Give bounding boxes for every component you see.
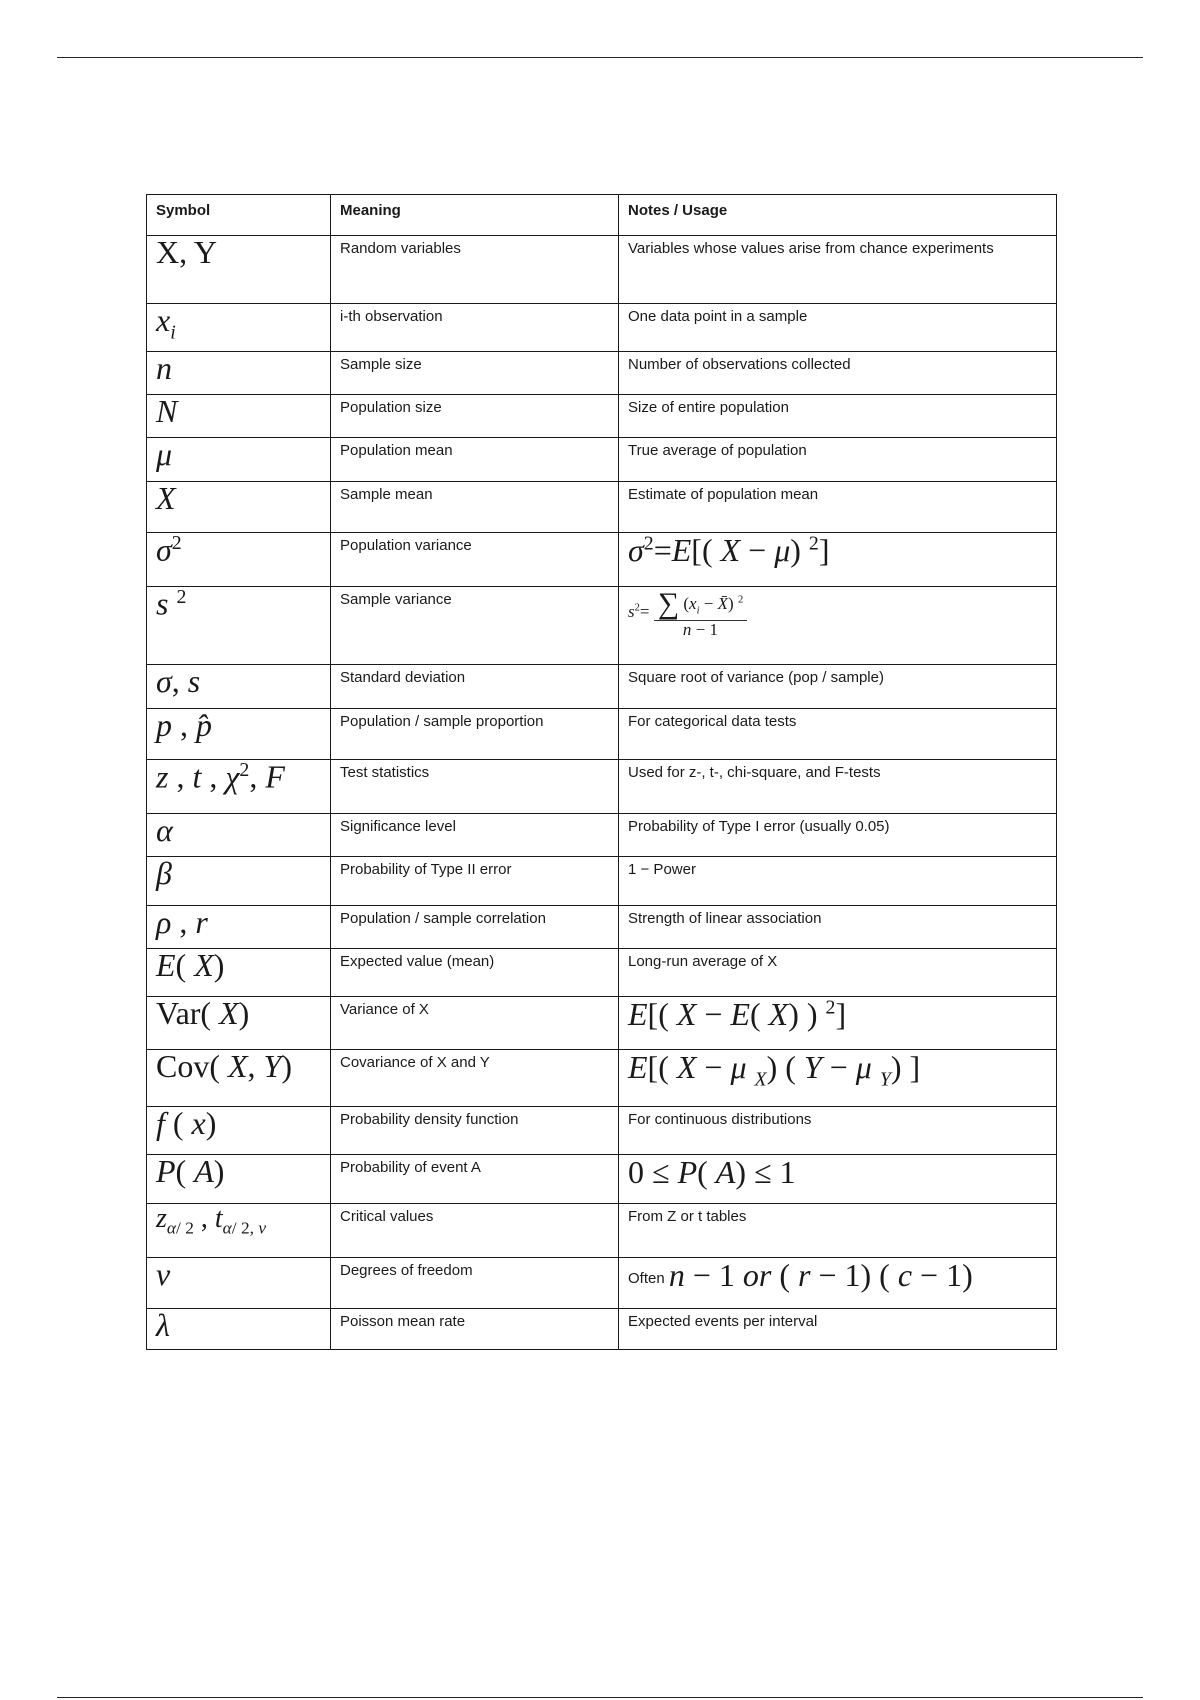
notes-cell bbox=[619, 533, 1057, 587]
symbol-cell: E( X) bbox=[147, 949, 331, 997]
table-row bbox=[147, 1050, 1057, 1107]
notes-cell: Size of entire population bbox=[619, 395, 1057, 438]
table-row bbox=[147, 709, 1057, 760]
notes-cell: Used for z-, t-, chi-square, and F-tests bbox=[619, 760, 1057, 814]
notes-cell: Expected events per interval bbox=[619, 1309, 1057, 1350]
table-row bbox=[147, 438, 1057, 482]
meaning-cell: Test statistics bbox=[331, 760, 619, 814]
symbol-cell: σ, s bbox=[147, 665, 331, 709]
notes-cell: One data point in a sample bbox=[619, 304, 1057, 352]
meaning-cell: Poisson mean rate bbox=[331, 1309, 619, 1350]
notes-prefix: Often bbox=[628, 1270, 665, 1287]
meaning-cell: Random variables bbox=[331, 236, 619, 304]
symbol-cell: z , t , $\chi^2$, F bbox=[147, 760, 331, 814]
population-variance-formula: $\sigma^2=E$[( X − μ) $^2$] bbox=[628, 532, 830, 568]
symbol-cell: $x_i$ bbox=[147, 304, 331, 352]
notes-cell: 1 − Power bbox=[619, 857, 1057, 906]
symbol-cell: α bbox=[147, 814, 331, 857]
header-rule bbox=[57, 57, 1143, 58]
symbol-cell: Cov( X, Y) bbox=[147, 1050, 331, 1107]
notes-cell bbox=[619, 1050, 1057, 1107]
variance-formula: E[( X − E( X) ) $^2$] bbox=[628, 996, 847, 1032]
symbol-cell: n bbox=[147, 352, 331, 395]
meaning-cell: Population / sample proportion bbox=[331, 709, 619, 760]
notes-cell: Strength of linear association bbox=[619, 906, 1057, 949]
symbol-cell: X bbox=[147, 482, 331, 533]
meaning-cell: Significance level bbox=[331, 814, 619, 857]
table-row bbox=[147, 1107, 1057, 1155]
meaning-cell: Degrees of freedom bbox=[331, 1258, 619, 1309]
table-header-row bbox=[147, 195, 1057, 236]
meaning-cell: Population mean bbox=[331, 438, 619, 482]
notes-cell bbox=[619, 1258, 1057, 1309]
symbols-table bbox=[146, 194, 1057, 1350]
meaning-cell: Population variance bbox=[331, 533, 619, 587]
meaning-cell: Sample size bbox=[331, 352, 619, 395]
table-row bbox=[147, 949, 1057, 997]
table-row bbox=[147, 814, 1057, 857]
meaning-cell: Probability of Type II error bbox=[331, 857, 619, 906]
symbol-cell: N bbox=[147, 395, 331, 438]
symbol-cell: s $^2$ bbox=[147, 587, 331, 665]
notes-cell: Number of observations collected bbox=[619, 352, 1057, 395]
notes-cell: Probability of Type I error (usually 0.05) bbox=[619, 814, 1057, 857]
table-row bbox=[147, 304, 1057, 352]
table-row bbox=[147, 395, 1057, 438]
table-row bbox=[147, 533, 1057, 587]
symbol-cell: Var( X) bbox=[147, 997, 331, 1050]
meaning-cell: Sample variance bbox=[331, 587, 619, 665]
notes-cell: Estimate of population mean bbox=[619, 482, 1057, 533]
symbol-cell: P( A) bbox=[147, 1155, 331, 1204]
meaning-cell: Covariance of X and Y bbox=[331, 1050, 619, 1107]
table-row bbox=[147, 587, 1057, 665]
symbol-cell: β bbox=[147, 857, 331, 906]
table-row bbox=[147, 482, 1057, 533]
symbol-cell: p , p̂ bbox=[147, 709, 331, 760]
symbol-cell: $\sigma^2$ bbox=[147, 533, 331, 587]
notes-cell bbox=[619, 587, 1057, 665]
symbol-cell: X, Y bbox=[147, 236, 331, 304]
notes-cell: For categorical data tests bbox=[619, 709, 1057, 760]
notes-cell bbox=[619, 997, 1057, 1050]
notes-cell bbox=[619, 1155, 1057, 1204]
table-row bbox=[147, 906, 1057, 949]
symbol-cell: ρ , r bbox=[147, 906, 331, 949]
table-row bbox=[147, 1155, 1057, 1204]
header-symbol: Symbol bbox=[147, 195, 331, 236]
notes-cell: Long-run average of X bbox=[619, 949, 1057, 997]
meaning-cell: Sample mean bbox=[331, 482, 619, 533]
table-row bbox=[147, 857, 1057, 906]
covariance-formula: E[( X − μ $_X$) ( Y − μ $_Y$) ] bbox=[628, 1049, 921, 1091]
footer-rule bbox=[57, 1697, 1143, 1698]
table-row bbox=[147, 1309, 1057, 1350]
symbol-cell: μ bbox=[147, 438, 331, 482]
table-row bbox=[147, 997, 1057, 1050]
notes-cell: Variables whose values arise from chance experiments bbox=[619, 236, 1057, 304]
probability-bounds-formula: 0 ≤ P( A) ≤ 1 bbox=[628, 1154, 796, 1190]
meaning-cell: Critical values bbox=[331, 1204, 619, 1258]
meaning-cell: Standard deviation bbox=[331, 665, 619, 709]
meaning-cell: Probability density function bbox=[331, 1107, 619, 1155]
notes-cell: True average of population bbox=[619, 438, 1057, 482]
notes-cell: For continuous distributions bbox=[619, 1107, 1057, 1155]
sample-variance-formula: $s^2=$ $\frac{\sum (x_i - X̄) ^2}{n - 1}$ bbox=[628, 602, 747, 621]
table-row bbox=[147, 665, 1057, 709]
meaning-cell: i-th observation bbox=[331, 304, 619, 352]
header-notes: Notes / Usage bbox=[619, 195, 1057, 236]
meaning-cell: Probability of event A bbox=[331, 1155, 619, 1204]
table-row bbox=[147, 760, 1057, 814]
degrees-of-freedom-formula: n − 1 or ( r − 1) ( c − 1) bbox=[668, 1257, 973, 1293]
table-row bbox=[147, 352, 1057, 395]
symbol-cell: λ bbox=[147, 1309, 331, 1350]
symbol-cell: f ( x) bbox=[147, 1107, 331, 1155]
table-row bbox=[147, 1204, 1057, 1258]
table-row bbox=[147, 1258, 1057, 1309]
meaning-cell: Population / sample correlation bbox=[331, 906, 619, 949]
meaning-cell: Population size bbox=[331, 395, 619, 438]
table-row bbox=[147, 236, 1057, 304]
meaning-cell: Expected value (mean) bbox=[331, 949, 619, 997]
symbol-cell: ν bbox=[147, 1258, 331, 1309]
header-meaning: Meaning bbox=[331, 195, 619, 236]
notes-cell: From Z or t tables bbox=[619, 1204, 1057, 1258]
notes-cell: Square root of variance (pop / sample) bbox=[619, 665, 1057, 709]
symbol-cell: $z_{\alpha/ 2}$ , $t_{\alpha/ 2, \nu}$ bbox=[147, 1204, 331, 1258]
meaning-cell: Variance of X bbox=[331, 997, 619, 1050]
